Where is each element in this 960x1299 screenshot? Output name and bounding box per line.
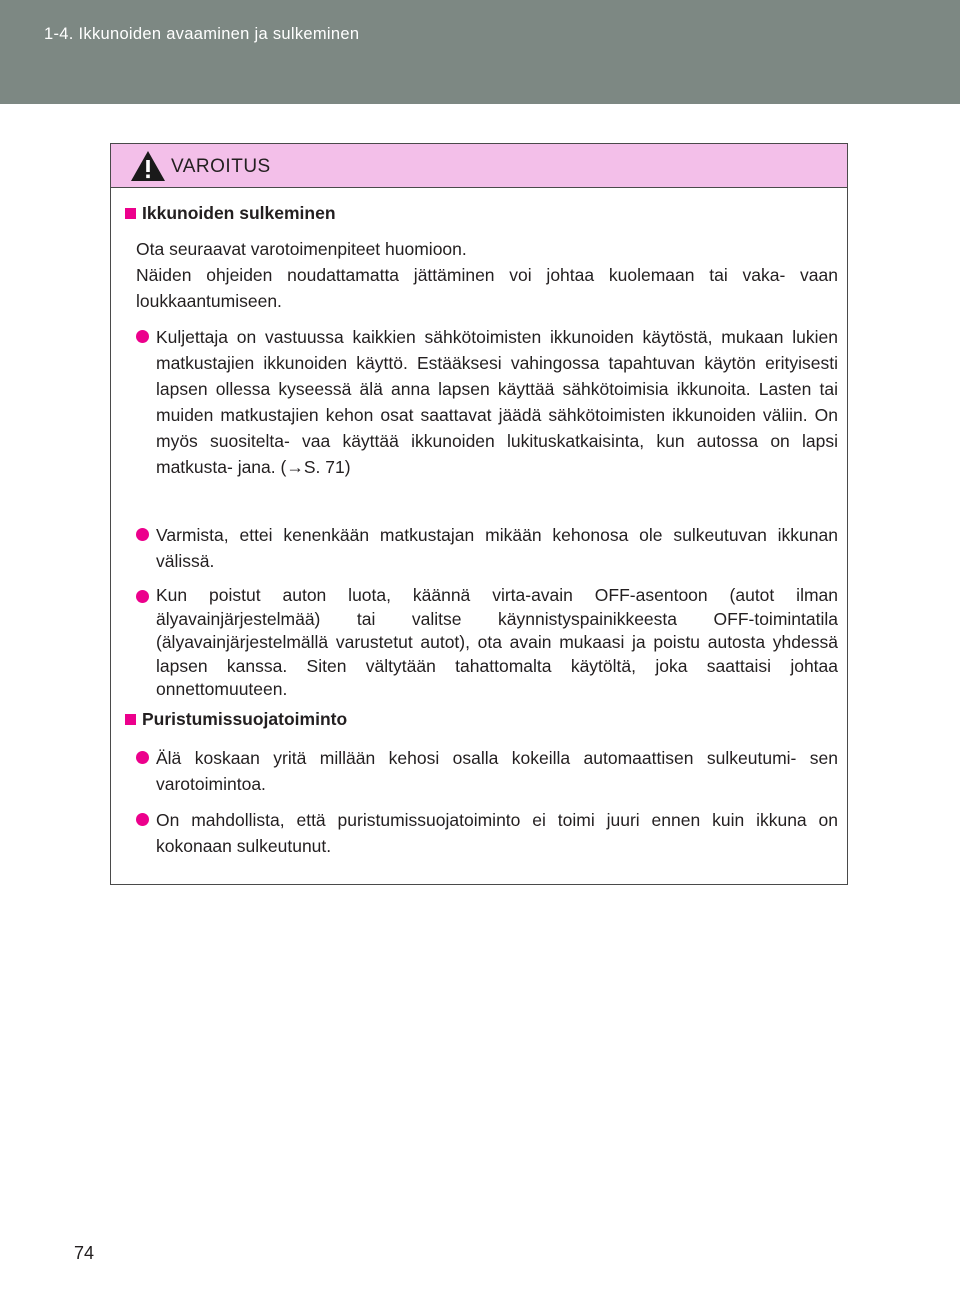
warning-triangle-icon bbox=[130, 150, 166, 182]
intro-text: Ota seuraavat varotoimenpiteet huomioon. bbox=[136, 239, 467, 259]
intro-text: Näiden ohjeiden noudattamatta jättäminen voi johtaa kuolemaan tai vaka- vaan loukkaantumiseen. bbox=[136, 265, 838, 311]
list-item: Kun poistut auton luota, käännä virta-avain OFF-asentoon (autot ilman älyavainjärjestelmää) tai valitse käynnistyspainikkeesta OFF-toimintatila (älyavainjärjestelmällä varustetut autot), ota avain mukaasi ja poistu autosta yhdessä lapsen kanssa. Siten vältytään tahattomalta käytöltä, joka saattaisi johtaa onnettomuuteen. bbox=[136, 584, 838, 702]
circle-bullet-icon bbox=[136, 751, 149, 764]
square-bullet-icon bbox=[125, 714, 136, 725]
list-item: On mahdollista, että puristumissuojatoiminto ei toimi juuri ennen kuin ikkuna on kokonaan sulkeutunut. bbox=[136, 807, 838, 859]
warning-title: VAROITUS bbox=[171, 156, 271, 177]
chapter-title: 1-4. Ikkunoiden avaaminen ja sulkeminen bbox=[44, 25, 360, 43]
section-heading: Puristumissuojatoiminto bbox=[125, 709, 347, 730]
list-item: Älä koskaan yritä millään kehosi osalla kokeilla automaattisen sulkeutumi- sen varotoimintoa. bbox=[136, 745, 838, 797]
section-heading: Ikkunoiden sulkeminen bbox=[125, 203, 336, 224]
warning-header bbox=[111, 144, 847, 188]
list-item: Varmista, ettei kenenkään matkustajan mikään kehonosa ole sulkeutuvan ikkunan välissä. bbox=[136, 522, 838, 574]
page-number: 74 bbox=[74, 1243, 95, 1263]
list-item: Kuljettaja on vastuussa kaikkien sähkötoimisten ikkunoiden käytöstä, mukaan lukien matkustajien ikkunoiden käyttö. Estääksesi vahingossa tapahtuvan käytön erityisesti lapsen ollessa kyseessä älä anna lapsen käyttää sähkötoimisia ikkunoita. Lasten tai muiden matkustajien kehon osat saattavat jäädä sähkötoimisten ikkunoiden väliin. On myös suositelta- vaa käyttää ikkunoiden lukituskatkaisinta, kun autossa on lapsi matkusta- jana. (→S. 71) bbox=[136, 324, 838, 480]
circle-bullet-icon bbox=[136, 330, 149, 343]
circle-bullet-icon bbox=[136, 590, 149, 603]
chapter-header-bar bbox=[0, 0, 960, 104]
circle-bullet-icon bbox=[136, 813, 149, 826]
square-bullet-icon bbox=[125, 208, 136, 219]
circle-bullet-icon bbox=[136, 528, 149, 541]
warning-box bbox=[110, 143, 848, 885]
